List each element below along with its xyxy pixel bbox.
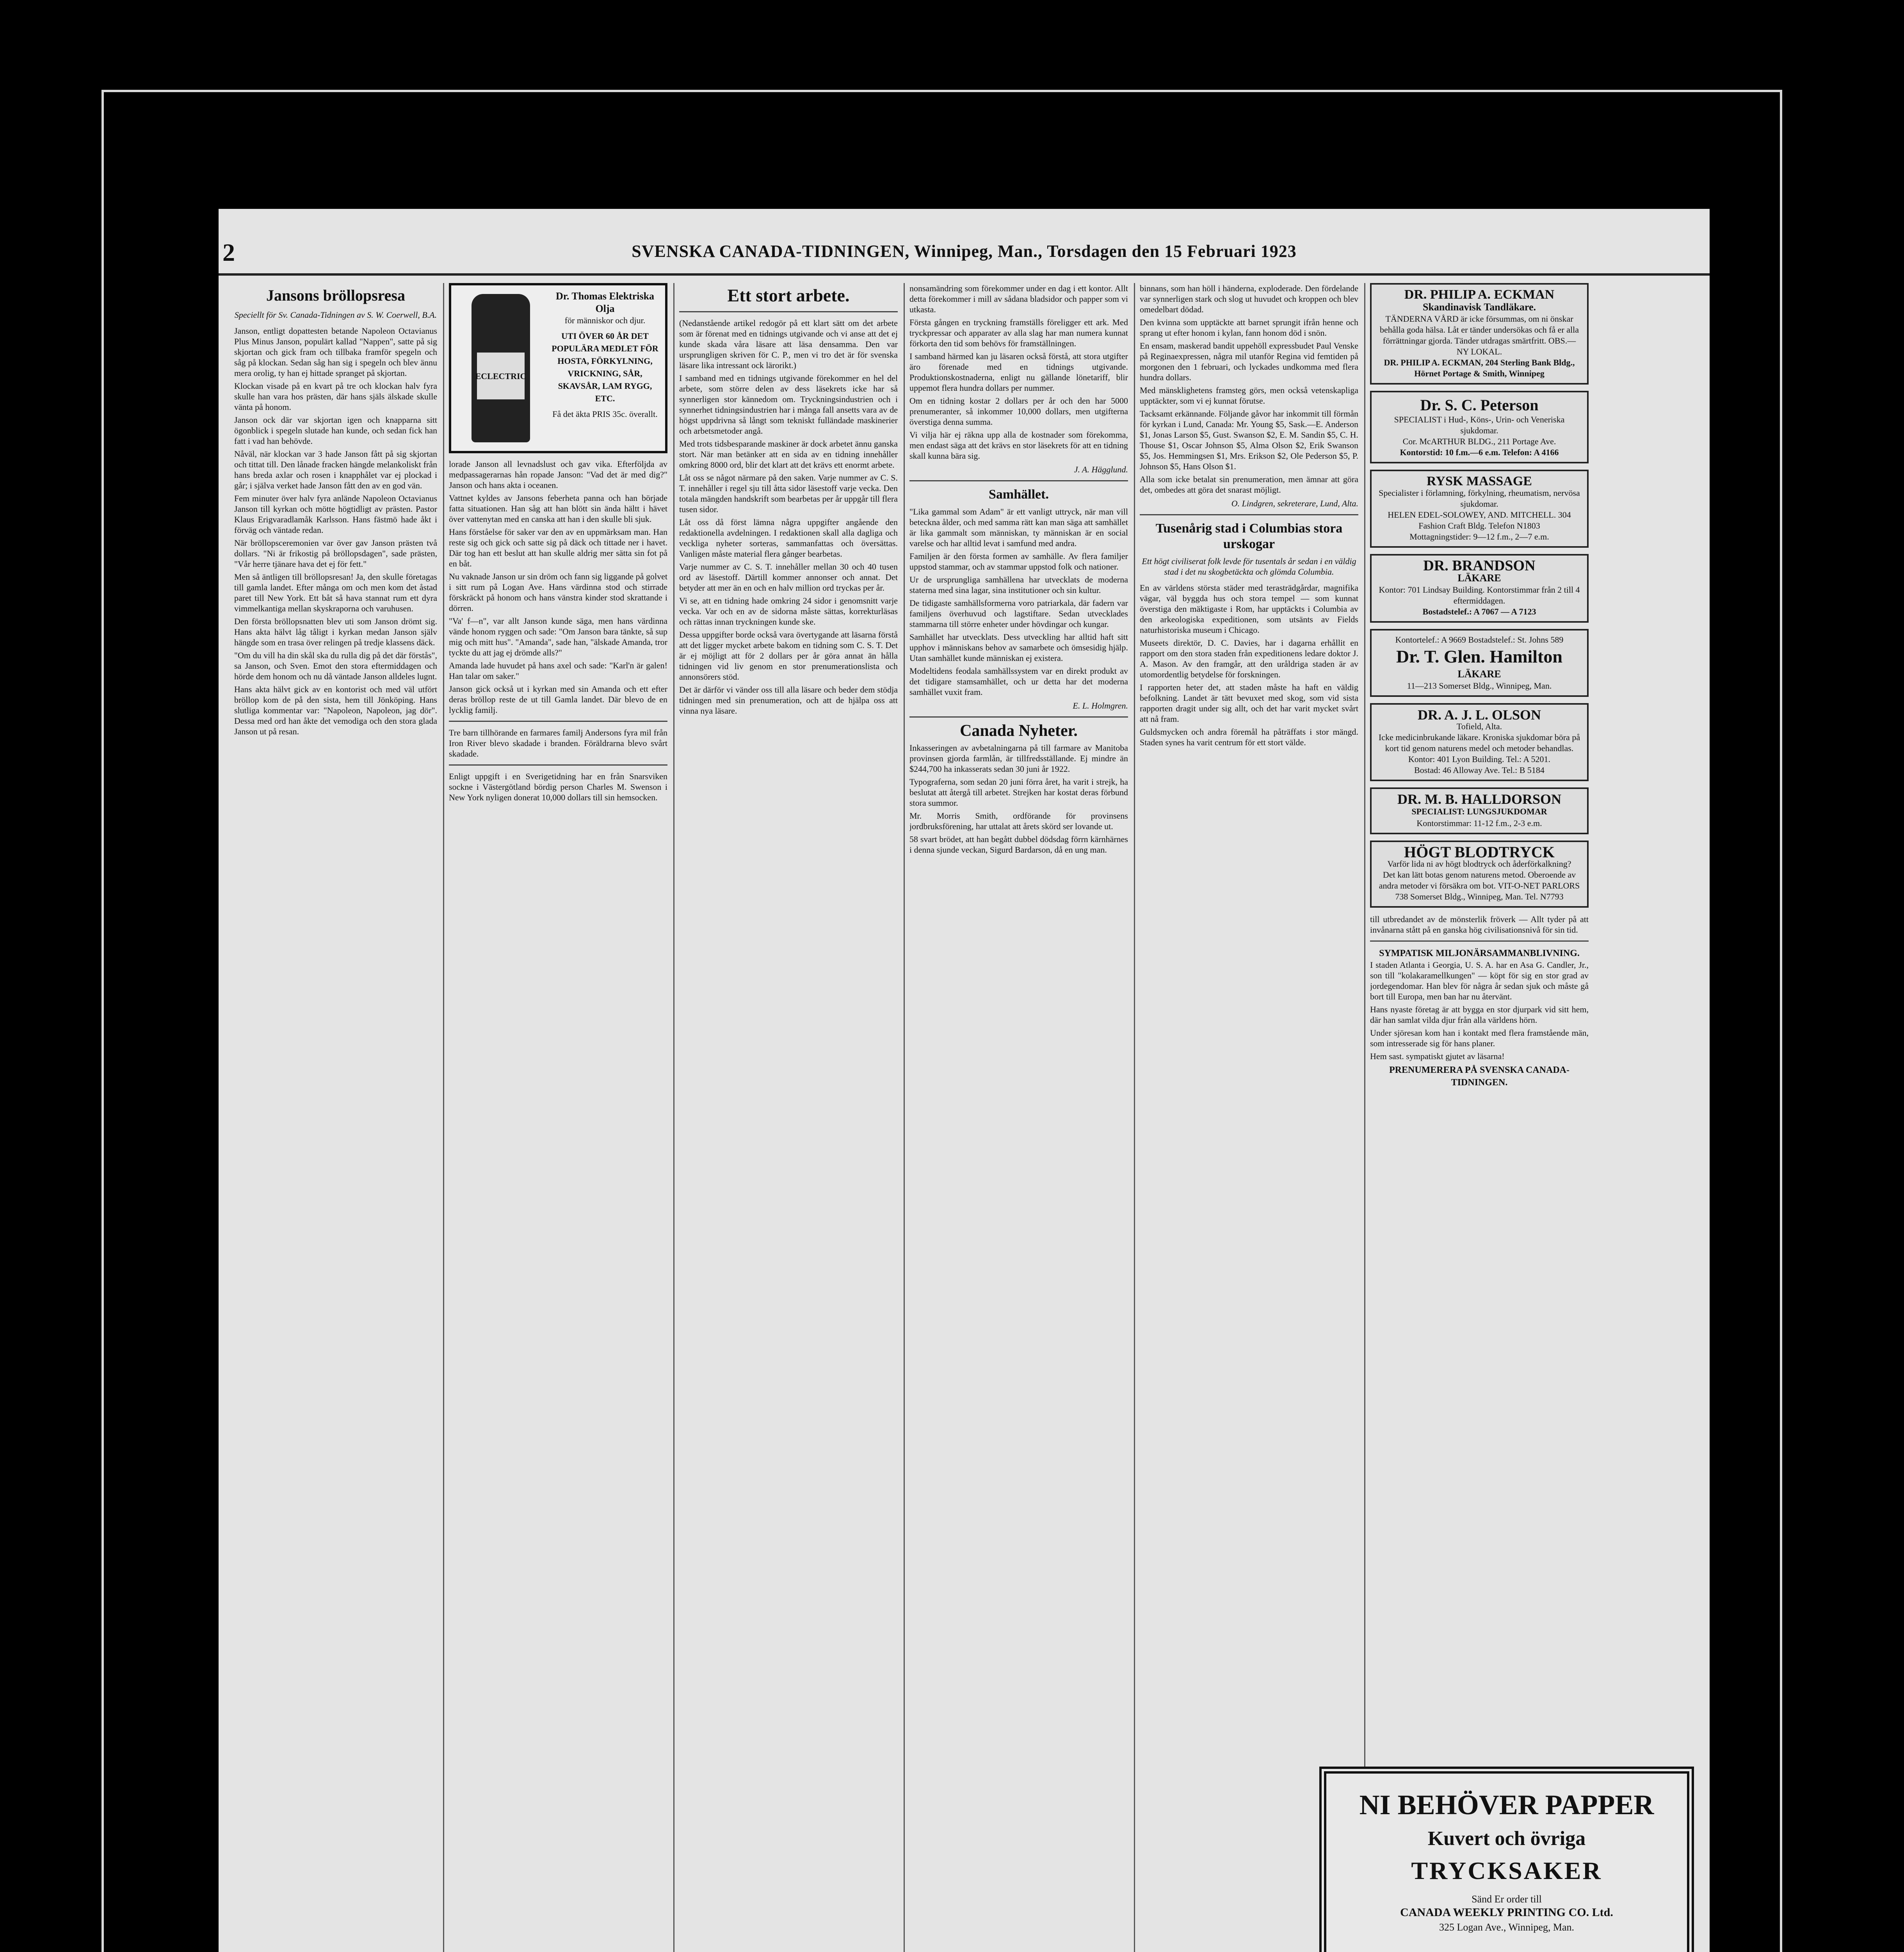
ad-name: DR. M. B. HALLDORSON: [1397, 791, 1562, 807]
paragraph: Första gången en tryckning framställs föreligger ett ark. Med tryckpressar och apparater av alla slag har man numera kunnat förkorta den tid som behövs för framställningen.: [909, 317, 1128, 348]
ad-name: Dr. S. C. Peterson: [1420, 396, 1539, 414]
ad-blodtryck: [1370, 841, 1589, 908]
paragraph: Janson, entligt dopattesten betande Napoleon Octavianus Plus Minus Janson, populärt kallad "Nappen", satte på sig skjortan och gick fram och tillbaka framför spegeln och såg på klockan. Sedan såg han sig i spegeln och blev ännu mera orolig, ty han ej hittade spranget på skjortan.: [234, 326, 437, 378]
paragraph: Klockan visade på en kvart på tre och klockan halv fyra skulle han vara hos prästen, där hans själs älskade skulle vänta på honom.: [234, 381, 437, 412]
article-headline: Canada Nyheter.: [960, 722, 1078, 740]
paragraph: Under sjöresan kom han i kontakt med flera framstående män, som intresserade sig för hans planer.: [1370, 1028, 1589, 1048]
paragraph: Vi vilja här ej räkna upp alla de kostnader som förekomma, men endast säga att det krävs en stor läsekrets för att en tidning skall kunna bära sig.: [909, 430, 1128, 461]
paragraph: När bröllopsceremonien var över gav Janson prästen två dollars. "Ni är frikostig på bröllopsdagen", sade prästen, "Vår herre tjänare hava det ej för fett.": [234, 538, 437, 569]
printing-ad: [1319, 1767, 1694, 1952]
ad-title: Specialister i förlamning, förkylning, rheumatism, nervösa sjukdomar.: [1379, 488, 1580, 509]
paragraph: Den kvinna som upptäckte att barnet sprungit ifrån henne och sprang ut efter honom i kylan, fann honom död i snön.: [1140, 317, 1358, 338]
ad-name: Dr. T. Glen. Hamilton: [1396, 647, 1562, 666]
paragraph: "Va' f—n", var allt Janson kunde säga, men hans värdinna vände honom ryggen och sade: "Om Janson bara tänkte, så sup mig och mitt hus". "Amanda", sade han, "älskade Amanda, tror tyckte du att jag ej drömde alls?": [449, 616, 667, 657]
paragraph: Med mänsklighetens framsteg görs, men också vetenskapliga upptäckter, som vi ej kunnat förutse.: [1140, 385, 1358, 406]
paragraph: till utbredandet av de mönsterlik fröverk — Allt tyder på att invånarna stått på en ganska hög civilisationsnivå för sin tid.: [1370, 914, 1589, 935]
paragraph: Typograferna, som sedan 20 juni förra året, ha varit i strejk, ha beslutat att återgå till arbetet. Strejken har kostat deras förbund stora summor.: [909, 777, 1128, 808]
paragraph: Låt oss då först lämna några uppgifter angående den redaktionella avdelningen. I redaktionen skall alla dagliga och veckliga nyheter sorteras, sammanfattas och översättas. Vanligen måste material flera gånger bearbetas.: [679, 517, 898, 559]
ad-body: UTI ÖVER 60 ÅR DET POPULÄRA MEDLET FÖR HOSTA, FÖRKYLNING, VRICKNING, SÅR, SKAVSÅR, LAM RYGG, ETC.: [552, 331, 658, 403]
paragraph: binnans, som han höll i händerna, exploderade. Den fördelande var synnerligen stark och slog ut huvudet och kroppen och blev omedelbart dödad.: [1140, 283, 1358, 314]
ad-name: DR. A. J. L. OLSON: [1417, 707, 1541, 723]
divider: [909, 716, 1128, 718]
paragraph: 58 svart brödet, att han begått dubbel dödsdag förrn kärnhärnes i denna sjunde veckan, Sigurd Bardarson, då en ung man.: [909, 834, 1128, 855]
ad-body: TÄNDERNA VÅRD är icke försummas, om ni önskar behålla goda hälsa. Låt er tänder undersökas och få er alla förrättningar gjorda. Tänder utdragas smärtfritt. OBS.—NY LOKAL.: [1379, 314, 1579, 356]
paragraph: Låt oss se något närmare på den saken. Varje nummer av C. S. T. innehåller i regel sju till åtta sidor läsestoff varje vecka. Den totala mängden handskrift som bearbetas per år uppgår till flera tusen sidor.: [679, 473, 898, 514]
electric-oil-ad: [449, 283, 667, 453]
ad-price: Få det äkta PRIS 35c. överallt.: [552, 409, 658, 419]
paragraph: Ur de ursprungliga samhällena har utvecklats de moderna staterna med sina lagar, sina institutioner och sin kultur.: [909, 575, 1128, 595]
ad-name: RYSK MASSAGE: [1427, 474, 1532, 488]
paragraph: Janson gick också ut i kyrkan med sin Amanda och ett efter deras bröllop reste de ut till Gamla landet. Där blevo de en lycklig familj.: [449, 684, 667, 715]
paragraph: Dessa uppgifter borde också vara övertygande att läsarna förstå att det ligger mycket arbete bakom en tidning som C. S. T. Det är ej möjligt att för 2 dollars per år göra annat än hålla tidningen vid liv genom en stor prenumerationslista och annonsörers stöd.: [679, 630, 898, 682]
ad-footer: Bostad: 46 Alloway Ave. Tel.: B 5184: [1414, 765, 1545, 775]
film-border-right: [1780, 90, 1782, 1952]
masthead: [219, 238, 1710, 276]
ad-title: Tofield, Alta.: [1456, 721, 1502, 731]
paragraph: Nåväl, när klockan var 3 hade Janson fått på sig skjortan och tittat till. Den lånade fracken hängde melankoliskt från hans breda axlar och rosen i knapphålet var ej plockad i går; i själva verket hade Janson fått den av en god vän.: [234, 449, 437, 490]
paragraph: Den första bröllopsnatten blev uti som Janson drömt sig. Hans akta hälvt låg tåligt i kyrkan medan Janson själv hängde som en trasa över relingen på tredje klassens däck.: [234, 616, 437, 647]
masthead-title: SVENSKA CANADA-TIDNINGEN, Winnipeg, Man., Torsdagen den 15 Februari 1923: [632, 242, 1297, 261]
ad-title: LÄKARE: [1457, 572, 1501, 584]
paragraph: (Nedanstående artikel redogör på ett klart sätt om det arbete som är förenat med en tidnings utgivande och vi anse att det ej kunde skada våra läsare att läsa densamma. Den var ursprungligen skriven för C. P., men vi tro det är för svenska läsare lika intressant ock lärorikt.): [679, 318, 898, 370]
paragraph: Hans akta hälvt gick av en kontorist och med väl utfört bröllop kom de på den sista, hem till Jönköping. Hans slutliga kommentar var: "Napoleon, Napoleon, jag dör". Dessa med ord han åkte det vemodiga och den stora glada Janson ut på resan.: [234, 684, 437, 736]
article-headline: Samhället.: [989, 487, 1049, 502]
column-2: [449, 283, 667, 1952]
ad-body: Kontor: 701 Lindsay Building. Kontorstimmar från 2 till 4 eftermiddagen.: [1379, 585, 1580, 606]
ad-footer: 738 Somerset Bldg., Winnipeg, Man. Tel. N7793: [1395, 892, 1564, 901]
paragraph: En av världens största städer med terasträdgårdar, magnifika vägar, väl byggda hus och stora tempel — som kunnat överstiga den mäktigaste i Rom, har upptäckts i Columbia av den arkeologiska expeditionen, som utsänts av Fields naturhistoriska museum i Chicago.: [1140, 583, 1358, 635]
ad-name: DR. PHILIP A. ECKMAN: [1404, 287, 1555, 302]
paragraph: Tre barn tillhörande en farmares familj Andersons fyra mil från Iron River blevo skadade i branden. Föräldrarna blevo svårt skadade.: [449, 728, 667, 759]
paragraph: Fem minuter över halv fyra anlände Napoleon Octavianus Janson till kyrkan och mötte högtidligt av prästen. Pastor Klaus Erigvaradlamåk Karlsson. Hans fästmö hade åkt i förväg och väntade redan.: [234, 493, 437, 535]
paragraph: "Om du vill ha din skål ska du rulla dig på det där förstås", sa Janson, och Sven. Emot den stora eftermiddagen och hörde dem honom och nu då väntade Janson alldeles lugnt.: [234, 650, 437, 681]
column-6: [1370, 283, 1589, 1544]
ad-body: Kontorstimmar: 11-12 f.m., 2-3 e.m.: [1416, 818, 1542, 828]
page-number: 2: [222, 239, 235, 266]
bottle-label: ECLECTRIC: [477, 353, 525, 399]
ad-title: LÄKARE: [1457, 668, 1501, 680]
newspaper-page: [219, 209, 1710, 1952]
divider: [679, 311, 898, 312]
ad-brand: Dr. Thomas Elektriska Olja: [555, 290, 655, 314]
ad-body: Icke medicinbrukande läkare. Kroniska sjukdomar böra på kort tid genom naturens medel och metoder behandlas. Kontor: 401 Lyon Building. Tel.: A 5201.: [1378, 732, 1580, 764]
signature: J. A. Hägglund.: [1074, 465, 1128, 474]
divider: [449, 721, 667, 722]
paragraph: Museets direktör, D. C. Davies, har i dagarna erhållit en rapport om den stora staden från expeditionens ledare doktor J. A. Mason. Av den framgår, att den uråldriga staden är av utomordentlig betydelse för forskningen.: [1140, 638, 1358, 679]
paragraph: Amanda lade huvudet på hans axel och sade: "Karl'n är galen! Han talar om saker.": [449, 661, 667, 681]
paragraph: Hans nyaste företag är att bygga en stor djurpark vid sitt hem, där han samlat vilda djur från alla världens hörn.: [1370, 1004, 1589, 1025]
column-rule: [673, 283, 674, 1952]
paragraph: Guldsmycken och andra föremål ha påträffats i stor mängd. Staden synes ha varit centrum för ett stort välde.: [1140, 727, 1358, 747]
column-5: [1140, 283, 1358, 1952]
ad-hamilton: [1370, 629, 1589, 697]
film-border-left: [101, 90, 104, 1952]
paragraph: lorade Janson all levnadslust och gav vika. Efterföljda av medpassagerarnas hån ropade Janson: "Vad det är med dig?" Janson och hans akta i oceanen.: [449, 459, 667, 490]
article-headline: Tusenårig stad i Columbias stora urskogar: [1155, 521, 1343, 551]
ad-tagline: för människor och djur.: [564, 315, 646, 325]
ad-body: Kontortelef.: A 9669 Bostadstelef.: St. Johns 589: [1395, 635, 1564, 645]
column-rule: [443, 283, 444, 1952]
paragraph: Janson ock där var skjortan igen och knapparna sitt ögonblick i spegeln slutade han kunde, och sedan fick han fatt i vad han behövde.: [234, 415, 437, 446]
bottle-illustration-icon: [472, 294, 530, 442]
paragraph: I staden Atlanta i Georgia, U. S. A. har en Asa G. Candler, Jr., son till "kolakaramellkungen" — köpt för sig en stor grad av jordegendomar. Han blev för några år sedan sjuk och måste gå bort till Europa, men ban har nu återvänt.: [1370, 960, 1589, 1001]
ad-footer: Bostadstelef.: A 7067 — A 7123: [1422, 607, 1536, 616]
paragraph: Mr. Morris Smith, ordförande för provinsens jordbruksförening, har uttalat att årets skörd ser lovande ut.: [909, 811, 1128, 831]
paragraph: Inkasseringen av avbetalningarna på till farmare av Manitoba provinsen gjorda farmlån, är tillfredsställande. Ej mindre än $244,700 ha inkasserats sedan 30 juni år 1922.: [909, 743, 1128, 774]
subscribe-notice: PRENUMERERA PÅ SVENSKA CANADA-TIDNINGEN.: [1389, 1065, 1570, 1088]
ad-title: Skandinavisk Tandläkare.: [1422, 301, 1536, 313]
feature-title: SYMPATISK MILJONÄRSAMMANBLIVNING.: [1379, 948, 1580, 958]
ad-eckman: [1370, 283, 1589, 385]
ad-footer: Mottagningstider: 9—12 f.m., 2—7 e.m.: [1409, 532, 1549, 541]
paragraph: Hem sast. sympatiskt gjutet av läsarna!: [1370, 1051, 1505, 1061]
ad-peterson: [1370, 391, 1589, 463]
printing-address: 325 Logan Ave., Winnipeg, Man.: [1439, 1922, 1575, 1933]
paragraph: I samband härmed kan ju läsaren också förstå, att stora utgifter äro förenade med en tidnings utgivande. Produktionskostnaderna, enligt nu gällande lönetariff, blir uppemot flera hundra dollars per nummer.: [909, 351, 1128, 393]
paragraph: De tidigaste samhällsformerna voro patriarkala, där fadern var familjens överhuvud och lagstiftare. Sedan utvecklades stammarna till större enheter under hövdingar och kungar.: [909, 598, 1128, 629]
paragraph: Alla som icke betalat sin prenumeration, men ämnar att göra det, ombedes att göra det snarast möjligt.: [1140, 474, 1358, 495]
printing-company: CANADA WEEKLY PRINTING CO. Ltd.: [1400, 1906, 1613, 1919]
paragraph: Om en tidning kostar 2 dollars per år och den har 5000 prenumeranter, så inkommer 10,000 dollars, men utgifterna överstiga denna summa.: [909, 396, 1128, 427]
ad-title: SPECIALIST: LUNGSJUKDOMAR: [1411, 807, 1547, 816]
article-body: [234, 326, 437, 737]
ad-body: HELEN EDEL-SOLOWEY, AND. MITCHELL. 304 Fashion Craft Bldg. Telefon N1803: [1388, 510, 1571, 531]
column-rule: [904, 283, 905, 1952]
ad-body: Cor. McARTHUR BLDG., 211 Portage Ave.: [1402, 436, 1556, 446]
paragraph: Samhället har utvecklats. Dess utveckling har alltid haft sitt upphov i människans behov av samarbete och ömsesidig hjälp. Utan samhället kunde människan ej existera.: [909, 632, 1128, 663]
paragraph: En ensam, maskerad bandit uppehöll expressbudet Paul Venske på Reginaexpressen, några mil utanför Regina vid femtiden på morgonen den 1 februari, och lyckades undkomma med flera hundra dollars.: [1140, 341, 1358, 382]
article-byline: Speciellt för Sv. Canada-Tidningen av S. W. Coerwell, B.A.: [234, 310, 437, 320]
column-rule: [1364, 283, 1365, 1952]
printing-order: Sänd Er order till: [1472, 1893, 1542, 1905]
paragraph: I rapporten heter det, att staden måste ha haft en väldig befolkning. Landet är tätt bevuxet med skog, som vid sista rapporten dragit under sig allt, och det har varit mycket svårt att nå fram.: [1140, 682, 1358, 724]
paragraph: Enligt uppgift i en Sverigetidning har en från Snarsviken sockne i Västergötland bördig person Charles M. Swenson i New York nyligen donerat 10,000 dollars till sin hemsocken.: [449, 771, 667, 802]
divider: [1370, 940, 1589, 942]
paragraph: I samband med en tidnings utgivande förekommer en hel del arbete, som större delen av dess läsekrets icke har så synnerligen stor kännedom om. Tryckningsindustrien och i synnerhet tidningsindustrien har i många fall ansetts vara av de högst uppdrivna så långt som tekniskt fulländade maskinerier och arbetsmetoder angå.: [679, 373, 898, 436]
column-1: [234, 283, 437, 1952]
paragraph: Varje nummer av C. S. T. innehåller mellan 30 och 40 tusen ord av läsestoff. Därtill kommer annonser och annat. Det betyder att mer än en och en halv million ord tryckas per år.: [679, 562, 898, 593]
paragraph: Familjen är den första formen av samhälle. Av flera familjer uppstod stammar, och av stammar uppstod folk och nationer.: [909, 551, 1128, 572]
film-border-top: [101, 90, 1782, 92]
divider: [909, 480, 1128, 481]
paragraph: Men så äntligen till bröllopsresan! Ja, den skulle företagas till gamla landet. Efter många om och men kom det åstad paret till New York. Ett båt så hava stannat rum ett dyra vimmelkantiga mellan skyskraporna och varuhusen.: [234, 572, 437, 613]
printing-headline: NI BEHÖVER PAPPER: [1359, 1789, 1654, 1820]
ad-olson: [1370, 703, 1589, 781]
ad-body: Det kan lätt botas genom naturens metod. Oberoende av andra metoder vi försäkra om bot. VIT-O-NET PARLORS: [1379, 870, 1580, 891]
paragraph: Hans förståelse för saker var den av en uppmärksam man. Han reste sig och gick och satte sig på däck och tittade ner i havet. Där tog han ett beslut att han skulle aldrig mer sätta sin fot på en båt.: [449, 527, 667, 568]
paragraph: "Lika gammal som Adam" är ett vanligt uttryck, när man vill beteckna ålder, och med samma rätt kan man säga att samhället är lika gammalt som människan, ty människan är en social varelse och har alltid levat i samfund med andra.: [909, 507, 1128, 548]
paragraph: Vattnet kyldes av Jansons feberheta panna och han började fatta situationen. Han såg att han blött sin ända hältt i hävet över vattenytan med en canska att han i den skulle bli sjuk.: [449, 493, 667, 524]
ad-massage: [1370, 470, 1589, 548]
paragraph: Det är därför vi vänder oss till alla läsare och beder dem stödja tidningen med sin prenumeration, och att de hjälpa oss att vinna nya läsare.: [679, 685, 898, 716]
printing-sub: Kuvert och övriga: [1427, 1827, 1586, 1850]
divider: [1140, 514, 1358, 515]
ad-title: Varför lida ni av högt blodtryck och åderförkalkning?: [1387, 859, 1571, 869]
ad-name: DR. BRANDSON: [1423, 557, 1536, 574]
article-body: [449, 459, 667, 803]
column-3: [679, 283, 898, 1952]
article-headline: Jansons bröllopsresa: [266, 287, 405, 304]
divider: [449, 764, 667, 766]
paragraph: Med trots tidsbesparande maskiner är dock arbetet ännu ganska stort. När man betänker att en sida av en tidning innehåller omkring 8000 ord, blir det klart att det krävs ett enormt arbete.: [679, 439, 898, 470]
ad-title: SPECIALIST i Hud-, Köns-, Urin- och Veneriska sjukdomar.: [1394, 415, 1565, 435]
ad-footer: Kontorstid: 10 f.m.—6 e.m. Telefon: A 4166: [1400, 447, 1559, 457]
ad-brandson: [1370, 554, 1589, 623]
paragraph: nonsamändring som förekommer under en dag i ett kontor. Allt detta förekommer i mill av sådana bladsidor och papper som vi utkasta.: [909, 283, 1128, 314]
ad-name: HÖGT BLODTRYCK: [1404, 843, 1555, 861]
signature: O. Lindgren, sekreterare, Lund, Alta.: [1231, 499, 1358, 508]
column-4: [909, 283, 1128, 1952]
article-byline: Ett högt civiliserat folk levde för tusentals år sedan i en väldig stad i det nu skogbetäckta och glömda Columbia.: [1142, 556, 1356, 577]
signature: E. L. Holmgren.: [1073, 701, 1128, 711]
paragraph: Vi se, att en tidning hade omkring 24 sidor i genomsnitt varje vecka. Var och en av de sidorna måste sättas, korrekturläsas och rättas innan tryckningen kunde ske.: [679, 596, 898, 627]
ad-footer: 11—213 Somerset Bldg., Winnipeg, Man.: [1407, 681, 1552, 691]
paragraph: Nu vaknade Janson ur sin dröm och fann sig liggande på golvet i sitt rum på Logan Ave. Hans värdinna stod och stirrade förskräckt på honom och hans vänstra kinder stod skrattande i dörren.: [449, 572, 667, 613]
column-rule: [1134, 283, 1135, 1952]
ad-halldorson: [1370, 787, 1589, 834]
paragraph: Modeltidens feodala samhällssystem var en direkt produkt av det tidigare stamsamhället, och ur detta har det moderna samhället vuxit fram.: [909, 666, 1128, 697]
article-headline: Ett stort arbete.: [727, 285, 850, 305]
printing-big: TRYCKSAKER: [1411, 1857, 1602, 1884]
paragraph: Tacksamt erkännande. Följande gåvor har inkommit till förmån för kyrkan i Lund, Canada: Mr. Young $5, Sask.—E. Anderson $1, Jonas Larson $5, Gust. Swanson $2, E. M. Sandin $5, C. H. Thouse $1, Oscar Johnson $5, Alma Olson $2, Erik Swanson $5, Jos. Hemmingsen $1, Mrs. Erikson $2, Ole Pederson $5, P. Johnson $5, Hans Olson $1.: [1140, 409, 1358, 471]
ad-footer: DR. PHILIP A. ECKMAN, 204 Sterling Bank Bldg., Hörnet Portage & Smith, Winnipeg: [1384, 358, 1575, 378]
